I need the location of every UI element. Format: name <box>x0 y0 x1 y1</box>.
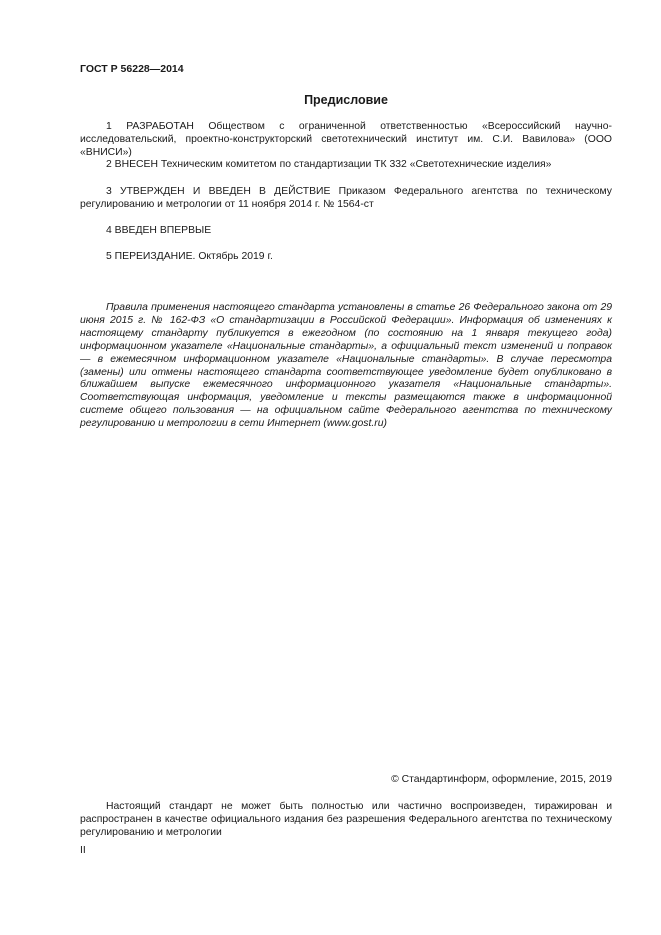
foreword-item-4: 4 ВВЕДЕН ВПЕРВЫЕ <box>106 225 212 236</box>
legal-notice: Настоящий стандарт не может быть полностью или частично воспроизведен, тиражирован и распространен в качестве официального издания без разрешения Федерального агентства по техническому регулированию и метрологии <box>80 801 612 838</box>
copyright-line: © Стандартинформ, оформление, 2015, 2019 <box>391 774 612 785</box>
section-title: Предисловие <box>304 93 388 107</box>
foreword-item-1: 1 РАЗРАБОТАН Обществом с ограниченной ответственностью «Всероссийский научно-исследовательский, проектно-конструкторский светотехнический институт им. С.И. Вавилова» (ООО «ВНИСИ») <box>80 121 612 158</box>
foreword-item-3: 3 УТВЕРЖДЕН И ВВЕДЕН В ДЕЙСТВИЕ Приказом Федерального агентства по техническому регулированию и метрологии от 11 ноября 2014 г. № 1564-ст <box>80 186 612 210</box>
foreword-item-5: 5 ПЕРЕИЗДАНИЕ. Октябрь 2019 г. <box>106 251 273 262</box>
foreword-item-2: 2 ВНЕСЕН Техническим комитетом по стандартизации ТК 332 «Светотехнические изделия» <box>106 159 552 170</box>
page-number: II <box>80 845 86 856</box>
document-header: ГОСТ Р 56228—2014 <box>80 63 184 75</box>
standard-application-notice: Правила применения настоящего стандарта установлены в статье 26 Федерального закона от 29 июня 2015 г. № 162-ФЗ «О стандартизации в Российской Федерации». Информация об изменениях к настоящему стандарту публикуется в ежегодном (по состоянию на 1 января текущего года) информационном указателе «Национальные стандарты», а официальный текст изменений и поправок — в ежемесячном информационном указателе «Национальные стандарты». В случае пересмотра (замены) или отмены настоящего стандарта соответствующее уведомление будет опубликовано в ближайшем выпуске ежемесячного информационного указателя «Национальные стандарты». Соответствующая информация, уведомление и тексты размещаются также в информационной системе общего пользования — на официальном сайте Федерального агентства по техническому регулированию и метрологии в сети Интернет (www.gost.ru) <box>80 302 612 430</box>
